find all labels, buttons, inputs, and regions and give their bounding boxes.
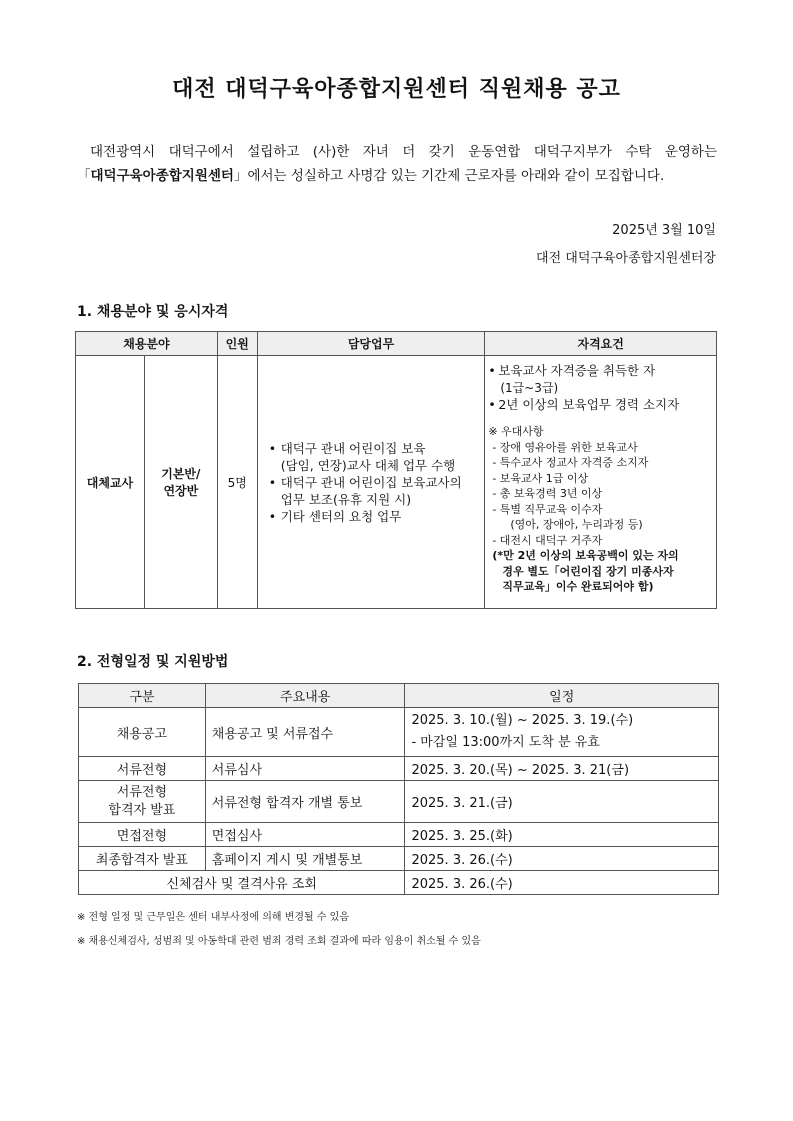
bracket-close: 」 <box>233 168 248 184</box>
duty-text: 기타 센터의 요청 업무 <box>280 508 402 524</box>
header-duties: 담당업무 <box>257 332 485 356</box>
schedule-row <box>79 871 719 895</box>
intro-line-2-rest: 에서는 성실하고 사명감 있는 기간제 근로자를 아래와 같이 모집합니다. <box>247 168 665 184</box>
intro-paragraph <box>77 140 717 188</box>
preference-item: - 대전시 대덕구 거주자 <box>492 533 603 547</box>
preference-title: ※ 우대사항 <box>488 425 544 438</box>
content-cell: 면접심사 <box>205 823 405 847</box>
note-line-2: 경우 별도「어린이집 장기 미종사자 <box>502 564 674 578</box>
preference-item: - 특수교사 정교사 자격증 소지자 <box>492 456 649 469</box>
schedule-row <box>79 781 719 823</box>
header-field: 채용분야 <box>76 332 218 356</box>
schedule-cell: 2025. 3. 25.(화) <box>405 823 719 847</box>
issuer-name: 대전 대덕구육아종합지원센터장 <box>536 251 716 266</box>
schedule-header-row <box>79 684 719 708</box>
stage-line: 합격자 발표 <box>108 802 176 818</box>
note-line-3: 직무교육」이수 완료되어야 함) <box>502 580 654 593</box>
content-cell: 서류전형 합격자 개별 통보 <box>205 781 405 823</box>
class-line-2: 연장반 <box>163 484 199 498</box>
recruitment-header-row <box>76 332 717 356</box>
note-line-1: (*만 2년 이상의 보육공백이 있는 자의 <box>492 549 679 562</box>
center-name: 대덕구육아종합지원센터 <box>90 168 234 184</box>
qual-item: • 보육교사 자격증을 취득한 자 <box>488 362 714 380</box>
preference-item: - 총 보육경력 3년 이상 <box>492 487 603 500</box>
schedule-line: 2025. 3. 10.(월) ~ 2025. 3. 19.(수) <box>411 713 634 728</box>
header-stage: 구분 <box>79 684 206 708</box>
stage-cell: 채용공고 <box>79 708 206 757</box>
schedule-row <box>79 847 719 871</box>
preference-item: - 장애 영유아를 위한 보육교사 <box>492 440 638 454</box>
bracket-open: 「 <box>77 168 91 184</box>
stage-cell: 면접전형 <box>79 823 206 847</box>
stage-cell <box>79 781 206 823</box>
content-cell: 홈페이지 게시 및 개별통보 <box>205 847 405 871</box>
preference-item: - 특별 직무교육 이수자 <box>492 502 603 516</box>
duty-text-cont: 업무 보조(유휴 지원 시) <box>280 491 412 507</box>
schedule-cell: 2025. 3. 26.(수) <box>405 847 719 871</box>
announcement-date: 2025년 3월 10일 <box>612 223 716 238</box>
qual-item: • 2년 이상의 보육업무 경력 소지자 <box>488 396 714 414</box>
duty-text-cont: (담임, 연장)교사 대체 업무 수행 <box>280 457 456 473</box>
duty-item <box>271 474 484 508</box>
field-cell: 대체교사 <box>76 356 145 609</box>
recruitment-table <box>75 331 717 609</box>
content-cell: 채용공고 및 서류접수 <box>205 708 405 757</box>
duty-text: 대덕구 관내 어린이집 보육교사의 <box>280 474 462 490</box>
section-2-heading: 2. 전형일정 및 지원방법 <box>77 654 229 670</box>
class-line-1: 기본반/ <box>161 467 201 481</box>
duties-list <box>259 440 484 525</box>
qualifications-cell <box>485 356 717 609</box>
intro-line-2 <box>77 164 717 188</box>
footnote: ※ 채용신체검사, 성범죄 및 아동학대 관련 범죄 경력 조회 결과에 따라 임용이 취소될 수 있음 <box>77 936 481 947</box>
schedule-row <box>79 757 719 781</box>
schedule-cell: 2025. 3. 21.(금) <box>405 781 719 823</box>
stage-line: 서류전형 <box>116 784 168 800</box>
content-cell: 서류심사 <box>205 757 405 781</box>
schedule-table <box>78 683 719 895</box>
duties-cell <box>257 356 485 609</box>
class-cell <box>144 356 217 609</box>
preference-item: - 보육교사 1급 이상 <box>492 471 589 485</box>
count-cell: 5명 <box>217 356 257 609</box>
recruitment-row <box>76 356 717 609</box>
footnote: ※ 전형 일정 및 근무일은 센터 내부사정에 의해 변경될 수 있음 <box>77 912 350 923</box>
schedule-cell <box>405 708 719 757</box>
schedule-line: - 마감일 13:00까지 도착 분 유효 <box>411 735 600 750</box>
section-1-heading: 1. 채용분야 및 응시자격 <box>77 304 229 320</box>
header-qualifications: 자격요건 <box>485 332 717 356</box>
intro-line-1: 대전광역시 대덕구에서 설립하고 (사)한 자녀 더 갖기 운동연합 대덕구지부가 수탁 운영하는 <box>90 144 717 160</box>
preference-item-sub: (영아, 장애아, 누리과정 등) <box>510 518 643 531</box>
qual-item-sub: (1급~3급) <box>500 381 559 395</box>
schedule-row <box>79 823 719 847</box>
duty-text: 대덕구 관내 어린이집 보육 <box>280 440 426 456</box>
header-content: 주요내용 <box>205 684 405 708</box>
stage-cell: 서류전형 <box>79 757 206 781</box>
schedule-cell: 2025. 3. 20.(목) ~ 2025. 3. 21(금) <box>405 757 719 781</box>
duty-item <box>271 508 484 525</box>
header-count: 인원 <box>217 332 257 356</box>
stage-cell: 최종합격자 발표 <box>79 847 206 871</box>
duty-item <box>271 440 484 474</box>
merged-stage-cell: 신체검사 및 결격사유 조회 <box>79 871 405 895</box>
schedule-row <box>79 708 719 757</box>
header-schedule: 일정 <box>405 684 719 708</box>
page-title: 대전 대덕구육아종합지원센터 직원채용 공고 <box>172 77 621 102</box>
schedule-cell: 2025. 3. 26.(수) <box>405 871 719 895</box>
